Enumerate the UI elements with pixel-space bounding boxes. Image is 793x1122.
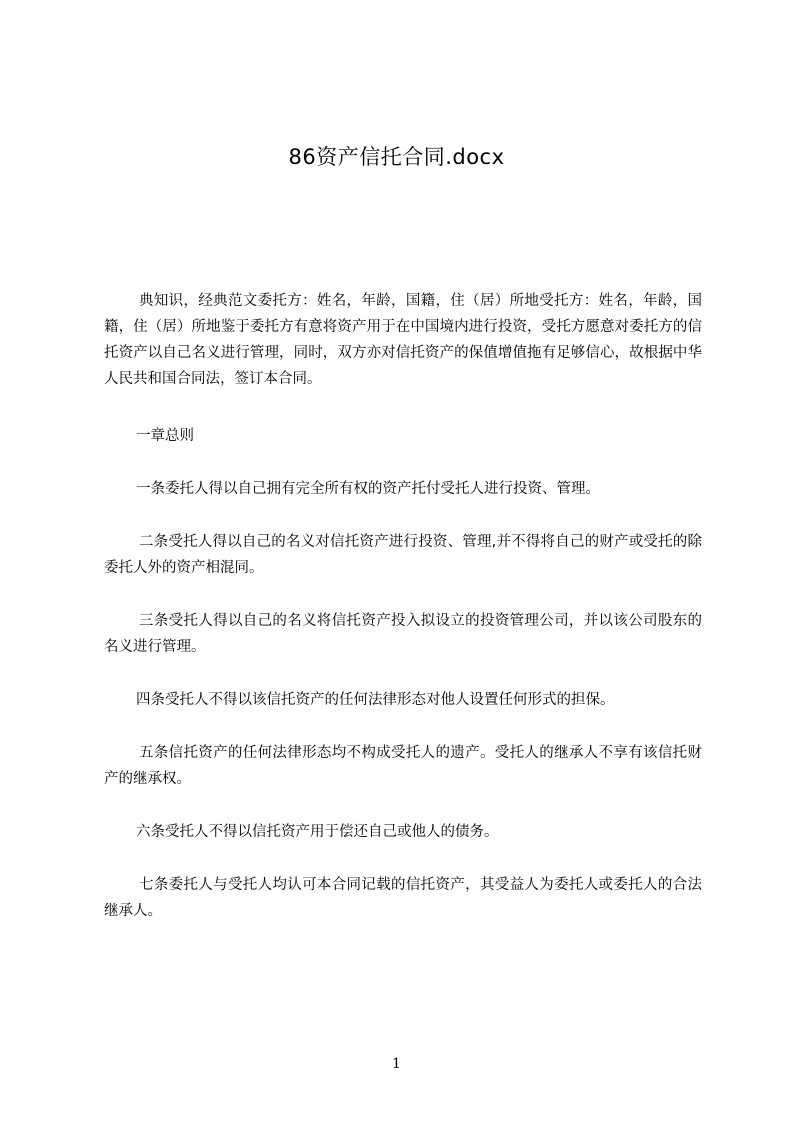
article-7: 七条委托人与受托人均认可本合同记载的信托资产，其受益人为委托人或委托人的合法继承人。 [104, 877, 702, 919]
article-3: 三条受托人得以自己的名义将信托资产投入拟设立的投资管理公司，并以该公司股东的名义进行管理。 [104, 613, 702, 655]
intro-paragraph: 典知识，经典范文委托方：姓名，年龄，国籍，住（居）所地受托方：姓名，年龄，国籍，住（居）所地鉴于委托方有意将资产用于在中国境内进行投资，受托方愿意对委托方的信托资产以自己名义进行管理，同时，双方亦对信托资产的保值增值拖有足够信心，故根据中华人民共和国合同法，签订本合同。 [104, 293, 702, 387]
article-6: 六条受托人不得以信托资产用于偿还自己或他人的债务。 [136, 824, 499, 840]
chapter-heading: 一章总则 [136, 428, 194, 444]
article-1: 一条委托人得以自己拥有完全所有权的资产托付受托人进行投资、管理。 [136, 481, 600, 497]
article-5: 五条信托资产的任何法律形态均不构成受托人的遗产。受托人的继承人不享有该信托财产的继承权。 [104, 745, 702, 787]
page-number: 1 [392, 1056, 401, 1072]
article-2: 二条受托人得以自己的名义对信托资产进行投资、管理,并不得将自己的财产或受托的除委托人外的资产相混同。 [104, 534, 702, 576]
article-4: 四条受托人不得以该信托资产的任何法律形态对他人设置任何形式的担保。 [136, 692, 615, 708]
document-title: 86资产信托合同.docx [288, 145, 505, 169]
